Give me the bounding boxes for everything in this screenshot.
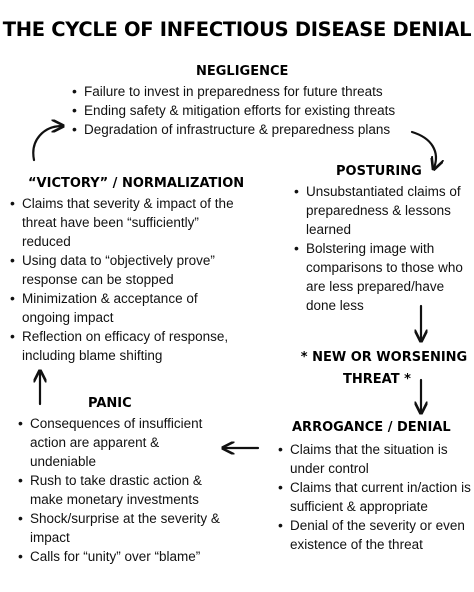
panic-item: • Rush to take drastic action & make monetary investments bbox=[16, 471, 226, 509]
panic-item: • Consequences of insufficient action are apparent & undeniable bbox=[16, 414, 226, 471]
negligence-item: • Degradation of infrastructure & preparedness plans bbox=[70, 120, 470, 139]
page-title: THE CYCLE OF INFECTIOUS DISEASE DENIAL bbox=[2, 18, 472, 41]
posturing-item: • Unsubstantiated claims of preparedness & lessons learned bbox=[292, 182, 472, 239]
arrow-negligence-to-posturing bbox=[412, 132, 436, 168]
new-threat-heading-line2: THREAT * bbox=[343, 372, 411, 387]
new-threat-heading-line1: * NEW OR WORSENING bbox=[300, 350, 468, 365]
victory-item: • Claims that severity & impact of the threat have been “sufficiently” reduced bbox=[8, 194, 248, 251]
panic-heading: PANIC bbox=[88, 396, 132, 411]
victory-item: • Reflection on efficacy of response, including blame shifting bbox=[8, 327, 248, 365]
victory-item: • Minimization & acceptance of ongoing impact bbox=[8, 289, 248, 327]
negligence-item: • Failure to invest in preparedness for future threats bbox=[70, 82, 470, 101]
victory-heading: “VICTORY” / NORMALIZATION bbox=[28, 176, 245, 191]
negligence-item: • Ending safety & mitigation efforts for existing threats bbox=[70, 101, 470, 120]
posturing-item: • Bolstering image with comparisons to those who are less prepared/have done less bbox=[292, 239, 472, 315]
negligence-heading: NEGLIGENCE bbox=[196, 64, 289, 79]
arrogance-item: • Claims that the situation is under control bbox=[276, 440, 472, 478]
arrow-victory-to-negligence bbox=[33, 126, 62, 160]
arrogance-item: • Denial of the severity or even existence of the threat bbox=[276, 516, 472, 554]
panic-item: • Calls for “unity” over “blame” bbox=[16, 547, 226, 566]
victory-item: • Using data to “objectively prove” response can be stopped bbox=[8, 251, 248, 289]
posturing-heading: POSTURING bbox=[336, 164, 422, 179]
panic-item: • Shock/surprise at the severity & impact bbox=[16, 509, 226, 547]
arrogance-heading: ARROGANCE / DENIAL bbox=[292, 420, 451, 435]
arrogance-item: • Claims that current in/action is sufficient & appropriate bbox=[276, 478, 472, 516]
